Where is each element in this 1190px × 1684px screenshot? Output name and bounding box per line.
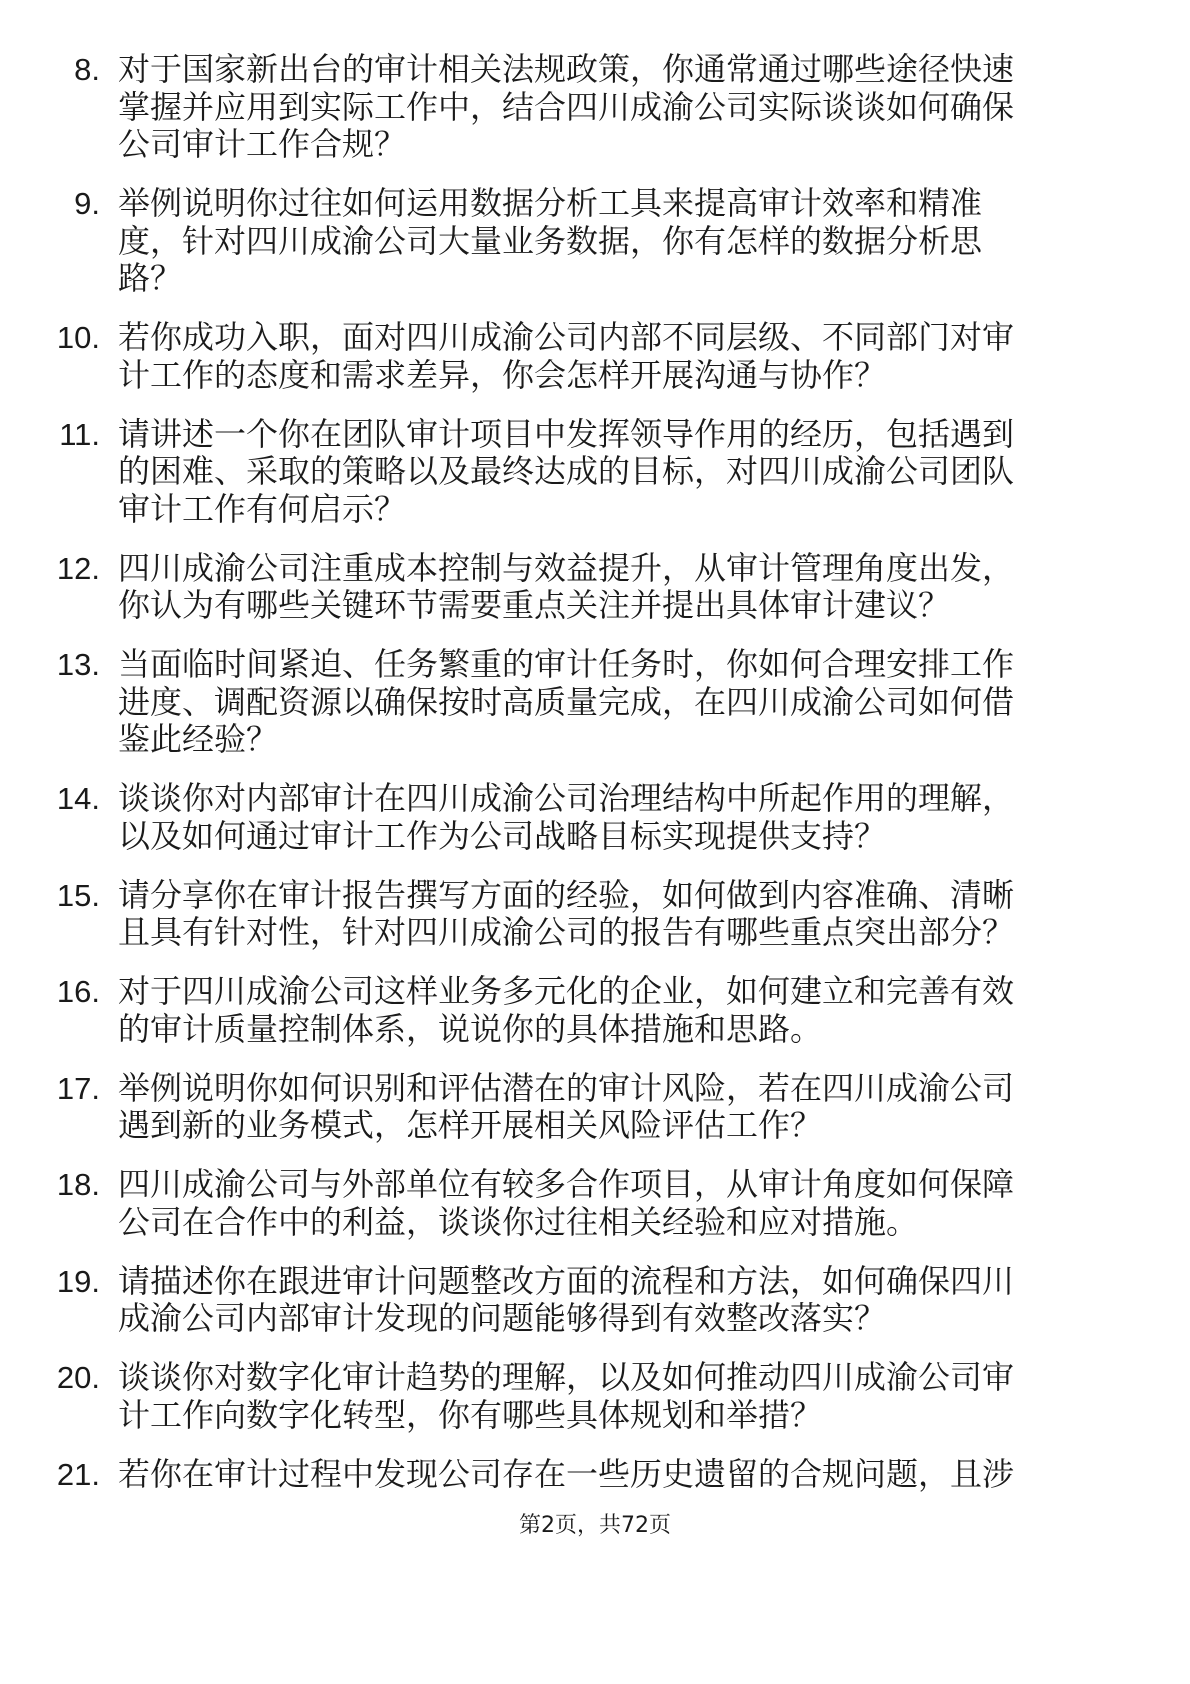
question-number: 14. <box>56 781 100 817</box>
question-text <box>118 185 1118 298</box>
question-number: 16. <box>56 974 100 1010</box>
question-line: 公司审计工作合规？ <box>118 125 407 164</box>
question-text <box>118 973 1118 1048</box>
question-line: 计工作向数字化转型，你有哪些具体规划和举措？ <box>118 1395 823 1434</box>
question-line: 你认为有哪些关键环节需要重点关注并提出具体审计建议？ <box>118 586 951 625</box>
question-line: 举例说明你如何识别和评估潜在的审计风险，若在四川成渝公司 <box>118 1068 1015 1107</box>
question-item <box>0 877 1190 952</box>
question-item <box>0 1456 1190 1494</box>
question-number: 11. <box>59 416 100 452</box>
question-item <box>0 1166 1190 1241</box>
question-number: 18. <box>56 1167 100 1203</box>
question-number: 9. <box>74 186 100 222</box>
question-item <box>0 185 1190 298</box>
question-text <box>118 416 1118 529</box>
question-text <box>118 550 1118 625</box>
question-line: 若你成功入职，面对四川成渝公司内部不同层级、不同部门对审 <box>118 318 1015 357</box>
question-item <box>0 51 1190 164</box>
question-number: 21. <box>56 1456 100 1492</box>
page-indicator: 第2页，共72页 <box>519 1513 671 1538</box>
question-line: 且具有针对性，针对四川成渝公司的报告有哪些重点突出部分？ <box>118 913 1015 952</box>
question-line: 审计工作有何启示？ <box>118 489 407 528</box>
question-text <box>118 1166 1118 1241</box>
question-line: 谈谈你对内部审计在四川成渝公司治理结构中所起作用的理解， <box>118 779 1015 818</box>
question-line: 请描述你在跟进审计问题整改方面的流程和方法，如何确保四川 <box>118 1261 1015 1300</box>
question-line: 进度、调配资源以确保按时高质量完成，在四川成渝公司如何借 <box>118 682 1015 721</box>
question-item <box>0 550 1190 625</box>
question-line: 谈谈你对数字化审计趋势的理解，以及如何推动四川成渝公司审 <box>118 1358 1015 1397</box>
question-number: 19. <box>56 1263 100 1299</box>
question-line: 举例说明你过往如何运用数据分析工具来提高审计效率和精准 <box>118 184 983 223</box>
question-text <box>118 877 1118 952</box>
question-line: 度，针对四川成渝公司大量业务数据，你有怎样的数据分析思 <box>118 221 983 260</box>
page-footer <box>0 1513 1190 1539</box>
question-line: 的困难、采取的策略以及最终达成的目标，对四川成渝公司团队 <box>118 452 1015 491</box>
question-number: 12. <box>56 550 100 586</box>
question-line: 四川成渝公司与外部单位有较多合作项目，从审计角度如何保障 <box>118 1165 1015 1204</box>
question-line: 鉴此经验？ <box>118 720 279 759</box>
question-text <box>118 51 1118 164</box>
question-number: 17. <box>56 1070 100 1106</box>
question-item <box>0 1263 1190 1338</box>
question-text <box>118 780 1118 855</box>
question-line: 四川成渝公司注重成本控制与效益提升，从审计管理角度出发， <box>118 548 1015 587</box>
question-line: 计工作的态度和需求差异，你会怎样开展沟通与协作？ <box>118 355 887 394</box>
question-text <box>118 1456 1118 1494</box>
question-line: 对于国家新出台的审计相关法规政策，你通常通过哪些途径快速 <box>118 50 1015 88</box>
question-item <box>0 319 1190 394</box>
question-item <box>0 416 1190 529</box>
question-text <box>118 646 1118 759</box>
question-number: 8. <box>74 52 100 87</box>
question-item <box>0 973 1190 1048</box>
question-item <box>0 780 1190 855</box>
question-line: 以及如何通过审计工作为公司战略目标实现提供支持？ <box>118 816 887 855</box>
question-line: 若你在审计过程中发现公司存在一些历史遗留的合规问题，且涉 <box>118 1454 1015 1493</box>
question-line: 对于四川成渝公司这样业务多元化的企业，如何建立和完善有效 <box>118 972 1015 1011</box>
question-line: 掌握并应用到实际工作中，结合四川成渝公司实际谈谈如何确保 <box>118 87 1015 126</box>
question-line: 遇到新的业务模式，怎样开展相关风险评估工作？ <box>118 1106 823 1145</box>
question-number: 15. <box>56 877 100 913</box>
question-text <box>118 319 1118 394</box>
question-line: 请分享你在审计报告撰写方面的经验，如何做到内容准确、清晰 <box>118 875 1015 914</box>
question-list <box>0 51 1190 1515</box>
question-line: 的审计质量控制体系，说说你的具体措施和思路。 <box>118 1009 823 1048</box>
question-text <box>118 1359 1118 1434</box>
question-number: 20. <box>56 1360 100 1396</box>
question-item <box>0 646 1190 759</box>
question-item <box>0 1070 1190 1145</box>
question-number: 13. <box>56 647 100 683</box>
question-line: 成渝公司内部审计发现的问题能够得到有效整改落实？ <box>118 1299 887 1338</box>
question-text <box>118 1263 1118 1338</box>
question-line: 公司在合作中的利益，谈谈你过往相关经验和应对措施。 <box>118 1202 919 1241</box>
question-line: 路？ <box>118 259 183 298</box>
question-item <box>0 1359 1190 1434</box>
question-text <box>118 1070 1118 1145</box>
question-number: 10. <box>56 320 100 356</box>
question-line: 请讲述一个你在团队审计项目中发挥领导作用的经历，包括遇到 <box>118 414 1015 453</box>
question-line: 当面临时间紧迫、任务繁重的审计任务时，你如何合理安排工作 <box>118 645 1015 684</box>
